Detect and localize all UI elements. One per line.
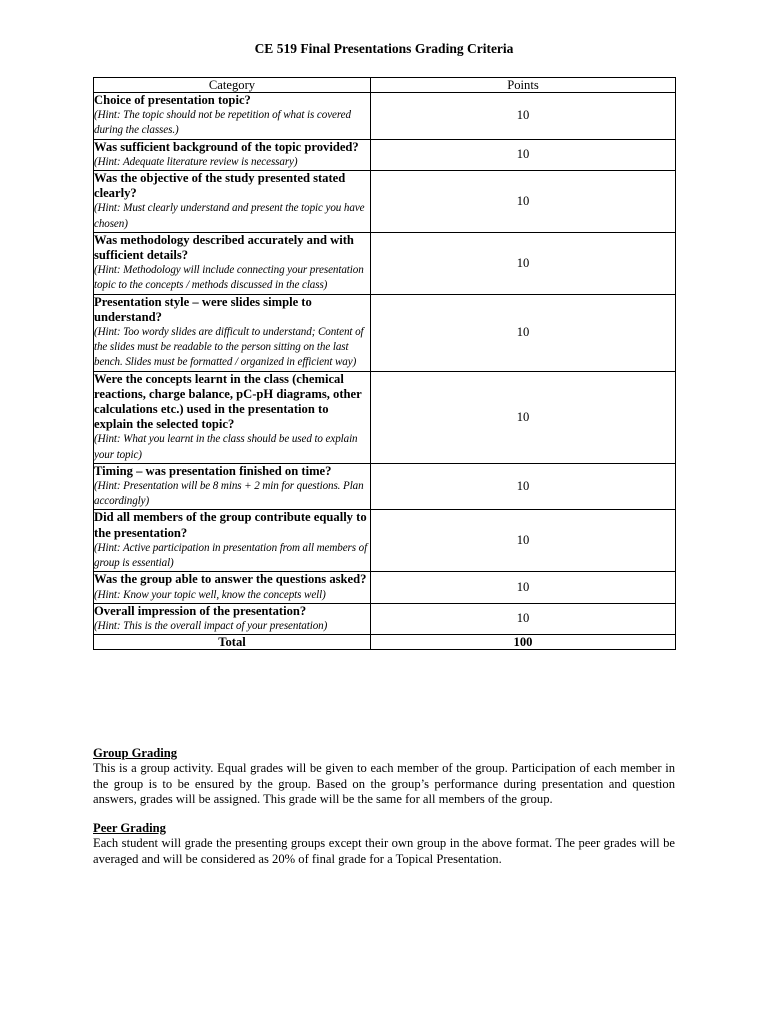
- table-row: [94, 139, 676, 170]
- criterion-question: Was sufficient background of the topic provided?: [94, 139, 359, 154]
- points-cell: 10: [371, 93, 676, 140]
- total-label: Total: [94, 635, 371, 650]
- criterion-hint: (Hint: Adequate literature review is necessary): [94, 155, 298, 168]
- category-cell: [94, 93, 371, 140]
- criterion-hint: (Hint: This is the overall impact of your presentation): [94, 619, 328, 632]
- criterion-question: Overall impression of the presentation?: [94, 603, 307, 618]
- points-cell: 10: [371, 232, 676, 294]
- table-row: [94, 572, 676, 603]
- peer-grading-heading: Peer Grading: [93, 821, 166, 835]
- points-cell: 10: [371, 510, 676, 572]
- table-row: [94, 171, 676, 233]
- total-row: [94, 635, 676, 650]
- points-cell: 10: [371, 371, 676, 463]
- points-cell: 10: [371, 572, 676, 603]
- criterion-hint: (Hint: The topic should not be repetition of what is covered during the classes.): [94, 109, 351, 137]
- points-cell: 10: [371, 294, 676, 371]
- category-header: Category: [94, 78, 371, 93]
- criterion-hint: (Hint: Active participation in presentation from all members of group is essential): [94, 541, 368, 570]
- category-cell: [94, 510, 371, 572]
- criterion-question: Presentation style – were slides simple to understand?: [94, 294, 312, 324]
- points-cell: 10: [371, 463, 676, 510]
- peer-grading-body: Each student will grade the presenting groups except their own group in the above format. The peer grades will be averaged and will be considered as 20% of final grade for a Topical Presentation.: [93, 836, 675, 866]
- total-points: 100: [371, 635, 676, 650]
- criterion-question: Timing – was presentation finished on time?: [94, 463, 332, 478]
- category-cell: [94, 294, 371, 371]
- criterion-hint: (Hint: What you learnt in the class should be used to explain your topic): [94, 433, 358, 461]
- criterion-question: Was methodology described accurately and with sufficient details?: [94, 232, 354, 263]
- points-cell: 10: [371, 603, 676, 634]
- criterion-hint: (Hint: Too wordy slides are difficult to understand; Content of the slides must be readable to the person sitting on the last bench. Slides must be formatted / organized in efficient way): [94, 326, 364, 369]
- group-grading-section: [93, 746, 675, 808]
- points-cell: 10: [371, 171, 676, 233]
- criterion-hint: (Hint: Presentation will be 8 mins + 2 min for questions. Plan accordingly): [94, 480, 364, 508]
- category-cell: [94, 139, 371, 170]
- criterion-hint: (Hint: Must clearly understand and present the topic you have chosen): [94, 202, 365, 230]
- group-grading-heading: Group Grading: [93, 746, 178, 760]
- table-row: [94, 93, 676, 140]
- peer-grading-section: [93, 821, 675, 867]
- category-cell: [94, 171, 371, 233]
- points-cell: 10: [371, 139, 676, 170]
- table-header-row: [94, 78, 676, 93]
- table-row: [94, 294, 676, 371]
- category-cell: [94, 371, 371, 463]
- criterion-question: Choice of presentation topic?: [94, 93, 251, 107]
- criterion-question: Were the concepts learnt in the class (chemical reactions, charge balance, pC-pH diagrams, other calculations etc.) used in the presentation to explain the selected topic?: [94, 371, 362, 432]
- criterion-hint: (Hint: Know your topic well, know the concepts well): [94, 588, 326, 601]
- table-row: [94, 463, 676, 510]
- criterion-question: Was the group able to answer the questions asked?: [94, 572, 367, 587]
- table-row: [94, 371, 676, 463]
- points-header: Points: [371, 78, 676, 93]
- category-cell: [94, 603, 371, 634]
- grading-criteria-table: [93, 77, 676, 650]
- table-row: [94, 232, 676, 294]
- criterion-question: Was the objective of the study presented stated clearly?: [94, 171, 346, 201]
- group-grading-body: This is a group activity. Equal grades will be given to each member of the group. Participation of each member in the group is to be ensured by the group. Based on the group’s performance during presentation and question answers, grades will be assigned. This grade will be the same for all members of the group.: [93, 761, 675, 807]
- table-row: [94, 510, 676, 572]
- table-row: [94, 603, 676, 634]
- criterion-question: Did all members of the group contribute equally to the presentation?: [94, 510, 367, 540]
- document-title: CE 519 Final Presentations Grading Criteria: [254, 41, 514, 56]
- category-cell: [94, 572, 371, 603]
- category-cell: [94, 463, 371, 510]
- category-cell: [94, 232, 371, 294]
- criterion-hint: (Hint: Methodology will include connecting your presentation topic to the concepts / methods discussed in the class): [94, 264, 364, 292]
